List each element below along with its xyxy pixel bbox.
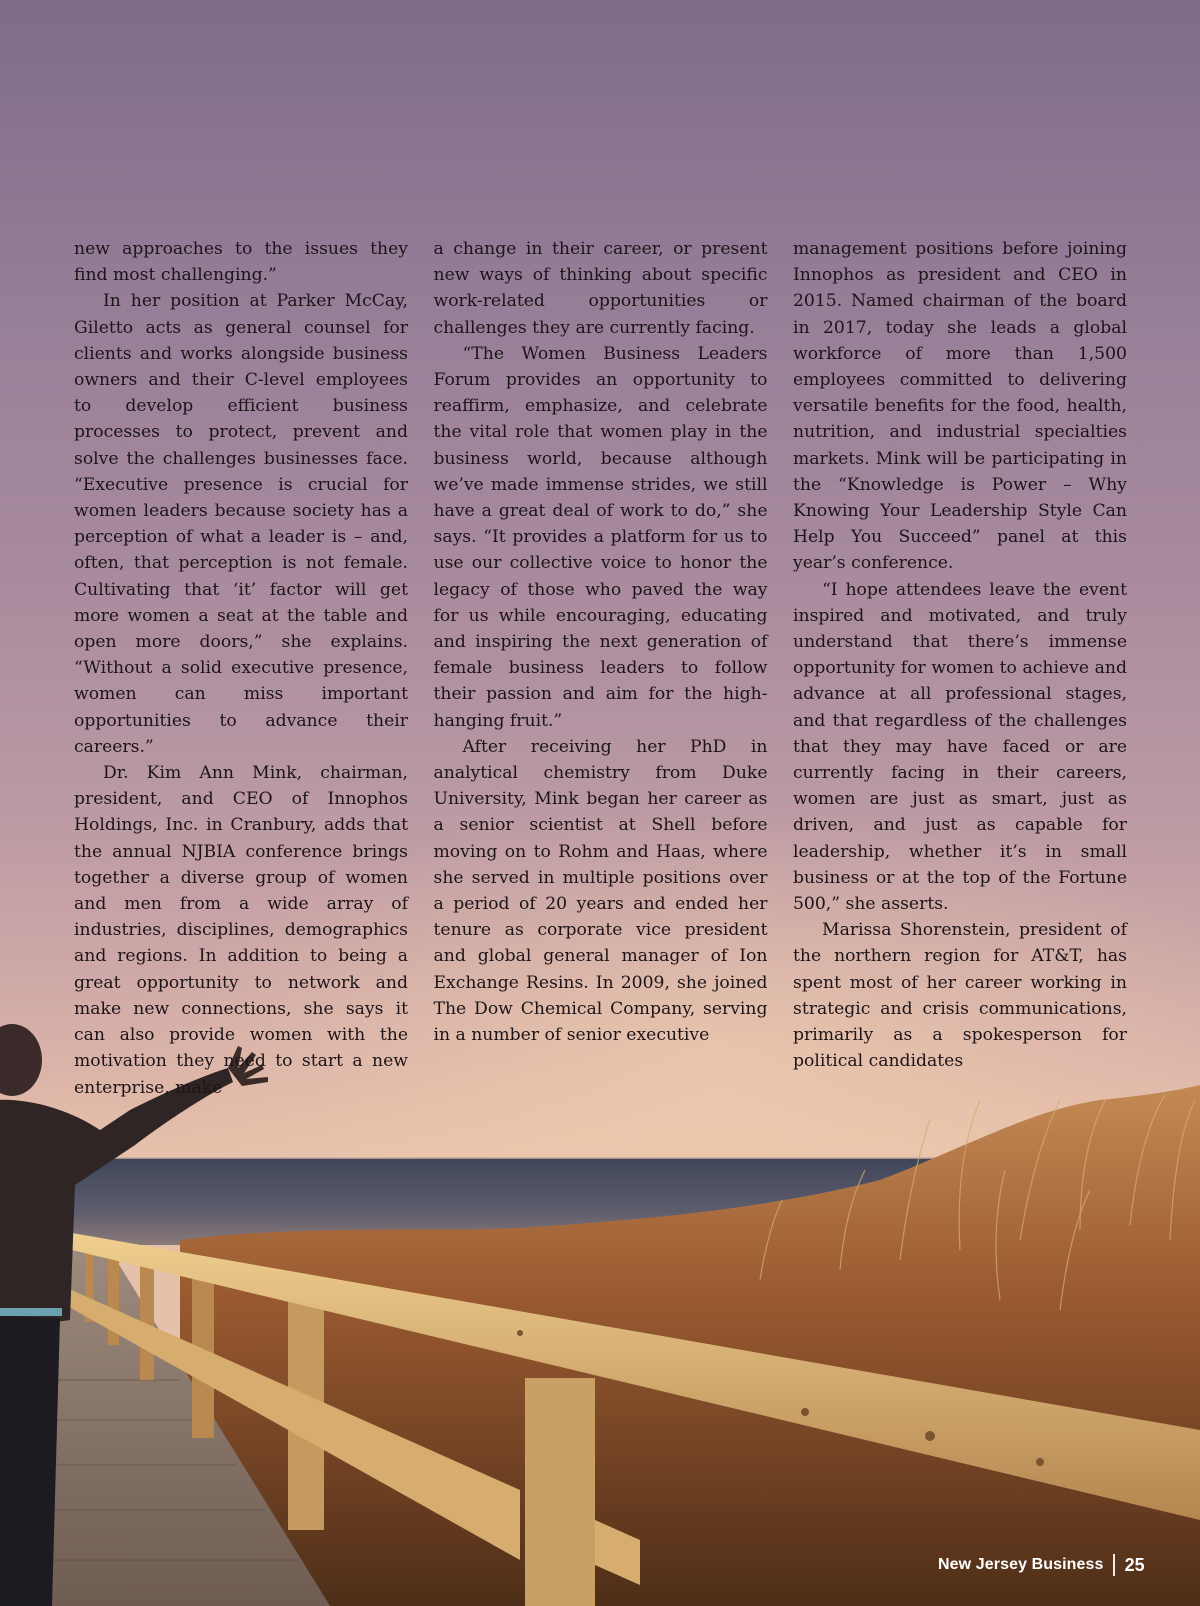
article-column-2 [433,236,768,1046]
article-column-1 [74,236,408,1098]
article-column-3 [793,236,1127,1072]
paragraph: Marissa Shorenstein, president of the northern region for AT&T, has spent most of her career working in strategic and crisis communications, primarily as a spokesperson for political candidates [793,920,1127,1072]
paragraph: Dr. Kim Ann Mink, chairman, president, and CEO of Innophos Holdings, Inc. in Cranbury, adds that the annual NJBIA conference brings together a diverse group of women and men from a wide array of industries, disciplines, demographics and regions. In addition to being a great opportunity to network and make new connections, she says it can also provide women with the motivation they need to start a new enterprise, make [74,763,408,1098]
paragraph: “I hope attendees leave the event inspired and motivated, and truly understand that there’s immense opportunity for women to achieve and advance at all professional stages, and that regardless of the challenges that they may have faced or are currently facing in their careers, women are just as smart, just as driven, and just as capable for leadership, whether it’s in small business or at the top of the Fortune 500,” she asserts. [793,579,1127,915]
paragraph: new approaches to the issues they find most challenging.” [74,239,408,286]
article-body [74,236,1127,1098]
paragraph: In her position at Parker McCay, Giletto acts as general counsel for clients and works alongside business owners and their C-level employees to develop efficient business processes to protect, prevent and solve the challenges businesses face. “Executive presence is crucial for women leaders because society has a perception of what a leader is – and, often, that perception is not female. Cultivating that ‘it’ factor will get more women a seat at the table and open more doors,” she explains. “Without a solid executive presence, women can miss important opportunities to advance their careers.” [74,291,408,757]
paragraph: “The Women Business Leaders Forum provides an opportunity to reaffirm, emphasize, and celebrate the vital role that women play in the business world, because although we’ve made immense strides, we still have a great deal of work to do,” she says. “It provides a platform for us to use our collective voice to honor the legacy of those who paved the way for us while encouraging, educating and inspiring the next generation of female business leaders to follow their passion and aim for the high-hanging fruit.” [433,343,768,731]
paragraph: management positions before joining Innophos as president and CEO in 2015. Named chairman of the board in 2017, today she leads a global workforce of more than 1,500 employees committed to delivering versatile benefits for the food, health, nutrition, and industrial specialties markets. Mink will be participating in the “Knowledge is Power – Why Knowing Your Leadership Style Can Help You Succeed” panel at this year’s conference. [793,239,1127,574]
page-footer [938,1552,1145,1578]
paragraph: a change in their career, or present new ways of thinking about specific work-related opportunities or challenges they are currently facing. [433,239,768,338]
page-number: 25 [1124,1554,1145,1575]
paragraph: After receiving her PhD in analytical chemistry from Duke University, Mink began her career as a senior scientist at Shell before moving on to Rohm and Haas, where she served in multiple positions over a period of 20 years and ended her tenure as corporate vice president and global general manager of Ion Exchange Resins. In 2009, she joined The Dow Chemical Company, serving in a number of senior executive [433,736,768,1046]
footer-divider [1113,1554,1115,1576]
magazine-name: New Jersey Business [938,1556,1104,1573]
